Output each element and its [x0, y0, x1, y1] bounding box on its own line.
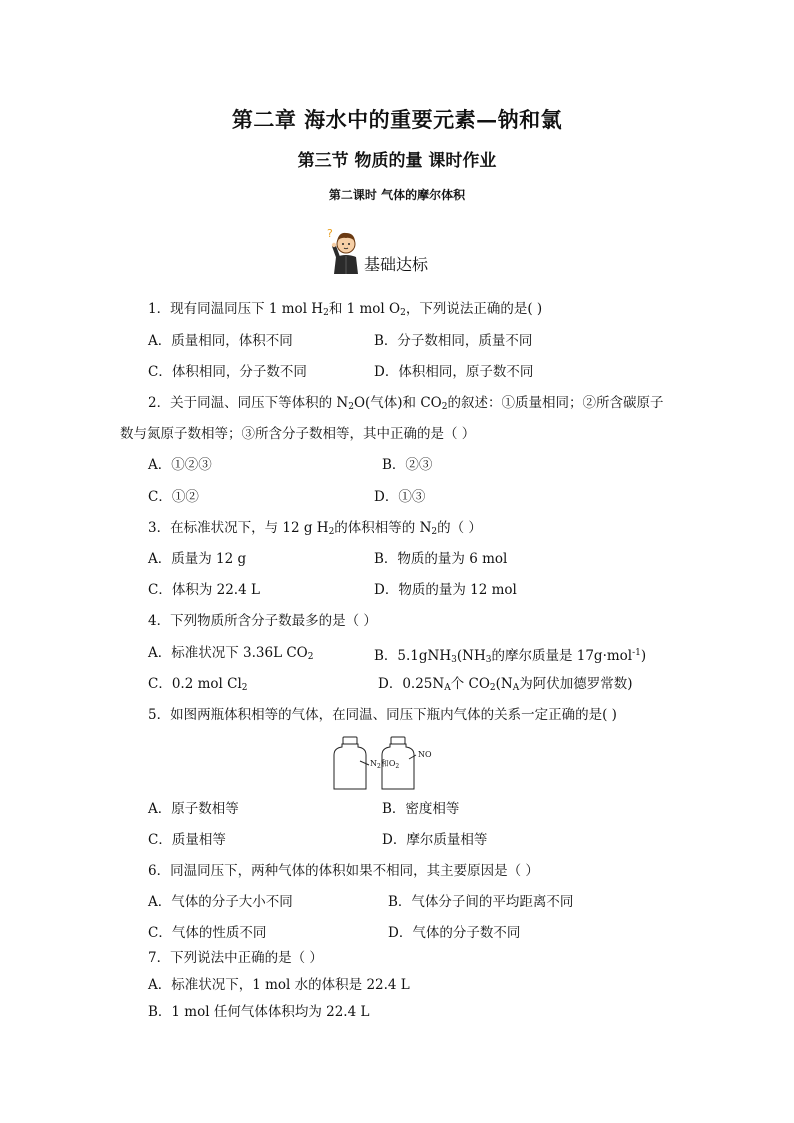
lesson-title: 第二课时 气体的摩尔体积 [328, 188, 466, 202]
question-5-stem: 5．如图两瓶体积相等的气体，在同温、同压下瓶内气体的关系一定正确的是( ) [148, 707, 617, 723]
thinking-student-icon [326, 226, 362, 274]
svg-text:?: ? [327, 227, 333, 240]
badge-label: 基础达标 [364, 255, 429, 274]
question-3-stem: 3．在标准状况下，与 12 g $H_2$的体积相等的 $N_2$的（ ） [148, 520, 482, 537]
question-5-option-d: D．摩尔质量相等 [382, 832, 488, 848]
question-4-option-b: B．$5.1gNH_3(NH_3$的摩尔质量是 17g·mol$^{-1}$) [374, 648, 647, 665]
question-4-option-c: C．0.2 mol $Cl_2$ [148, 676, 248, 693]
question-1-option-b: B．分子数相同，质量不同 [374, 333, 533, 349]
question-4-stem: 4．下列物质所含分子数最多的是（ ） [148, 613, 377, 629]
question-1-option-d: D．体积相同，原子数不同 [374, 364, 534, 380]
question-6-option-b: B．气体分子间的平均距离不同 [388, 894, 574, 910]
question-1-option-a: A．质量相同，体积不同 [148, 333, 293, 349]
question-2-option-a: A．①②③ [148, 457, 212, 473]
section-title: 第三节 物质的量 课时作业 [297, 151, 497, 171]
question-4-option-d: D．$0.25N_A$个 $CO_2(N_A$为阿伏加德罗常数) [378, 676, 633, 693]
question-1-option-c: C．体积相同，分子数不同 [148, 364, 307, 380]
question-5-option-c: C．质量相等 [148, 832, 226, 848]
section-badge [326, 226, 466, 274]
question-5-option-b: B．密度相等 [382, 801, 460, 817]
question-6-stem: 6．同温同压下，两种气体的体积如果不相同，其主要原因是（ ） [148, 863, 539, 879]
question-2-option-d: D．①③ [374, 489, 426, 505]
question-3-option-b: B．物质的量为 6 mol [374, 551, 508, 567]
question-7-option-b: B．1 mol 任何气体体积均为 22.4 L [148, 1004, 370, 1020]
question-3-option-d: D．物质的量为 12 mol [374, 582, 517, 598]
question-7-option-a: A．标准状况下，1 mol 水的体积是 22.4 L [148, 977, 410, 993]
question-6-option-a: A．气体的分子大小不同 [148, 894, 293, 910]
bottle-1-label: $N_2$和$O_2$ [370, 759, 400, 770]
question-1-stem: 1．现有同温同压下 1 mol $H_2$和 1 mol $O_2$，下列说法正确的是( ) [148, 301, 543, 318]
question-2-stem: 2．关于同温、同压下等体积的 $N_2O$(气体)和 $CO_2$的叙述：①质量相同；②所含碳原子 [148, 395, 664, 412]
question-4-option-a: A．标准状况下 3.36L $CO_2$ [148, 645, 314, 662]
gas-bottles-diagram [330, 735, 470, 791]
bottle-1-icon [334, 737, 369, 789]
question-7-stem: 7．下列说法中正确的是（ ） [148, 950, 323, 966]
question-2-stem-continued: 数与氮原子数相等；③所含分子数相等，其中正确的是（ ） [120, 426, 476, 442]
bottle-2-label: NO [418, 750, 432, 759]
question-5-option-a: A．原子数相等 [148, 801, 239, 817]
question-6-option-d: D．气体的分子数不同 [388, 925, 521, 941]
gas-bottles-figure [330, 735, 470, 791]
question-3-option-a: A．质量为 12 g [148, 551, 247, 567]
question-2-option-c: C．①② [148, 489, 199, 505]
question-6-option-c: C．气体的性质不同 [148, 925, 267, 941]
chapter-title: 第二章 海水中的重要元素—钠和氯 [231, 107, 563, 132]
question-3-option-c: C．体积为 22.4 L [148, 582, 260, 598]
question-2-option-b: B．②③ [382, 457, 433, 473]
